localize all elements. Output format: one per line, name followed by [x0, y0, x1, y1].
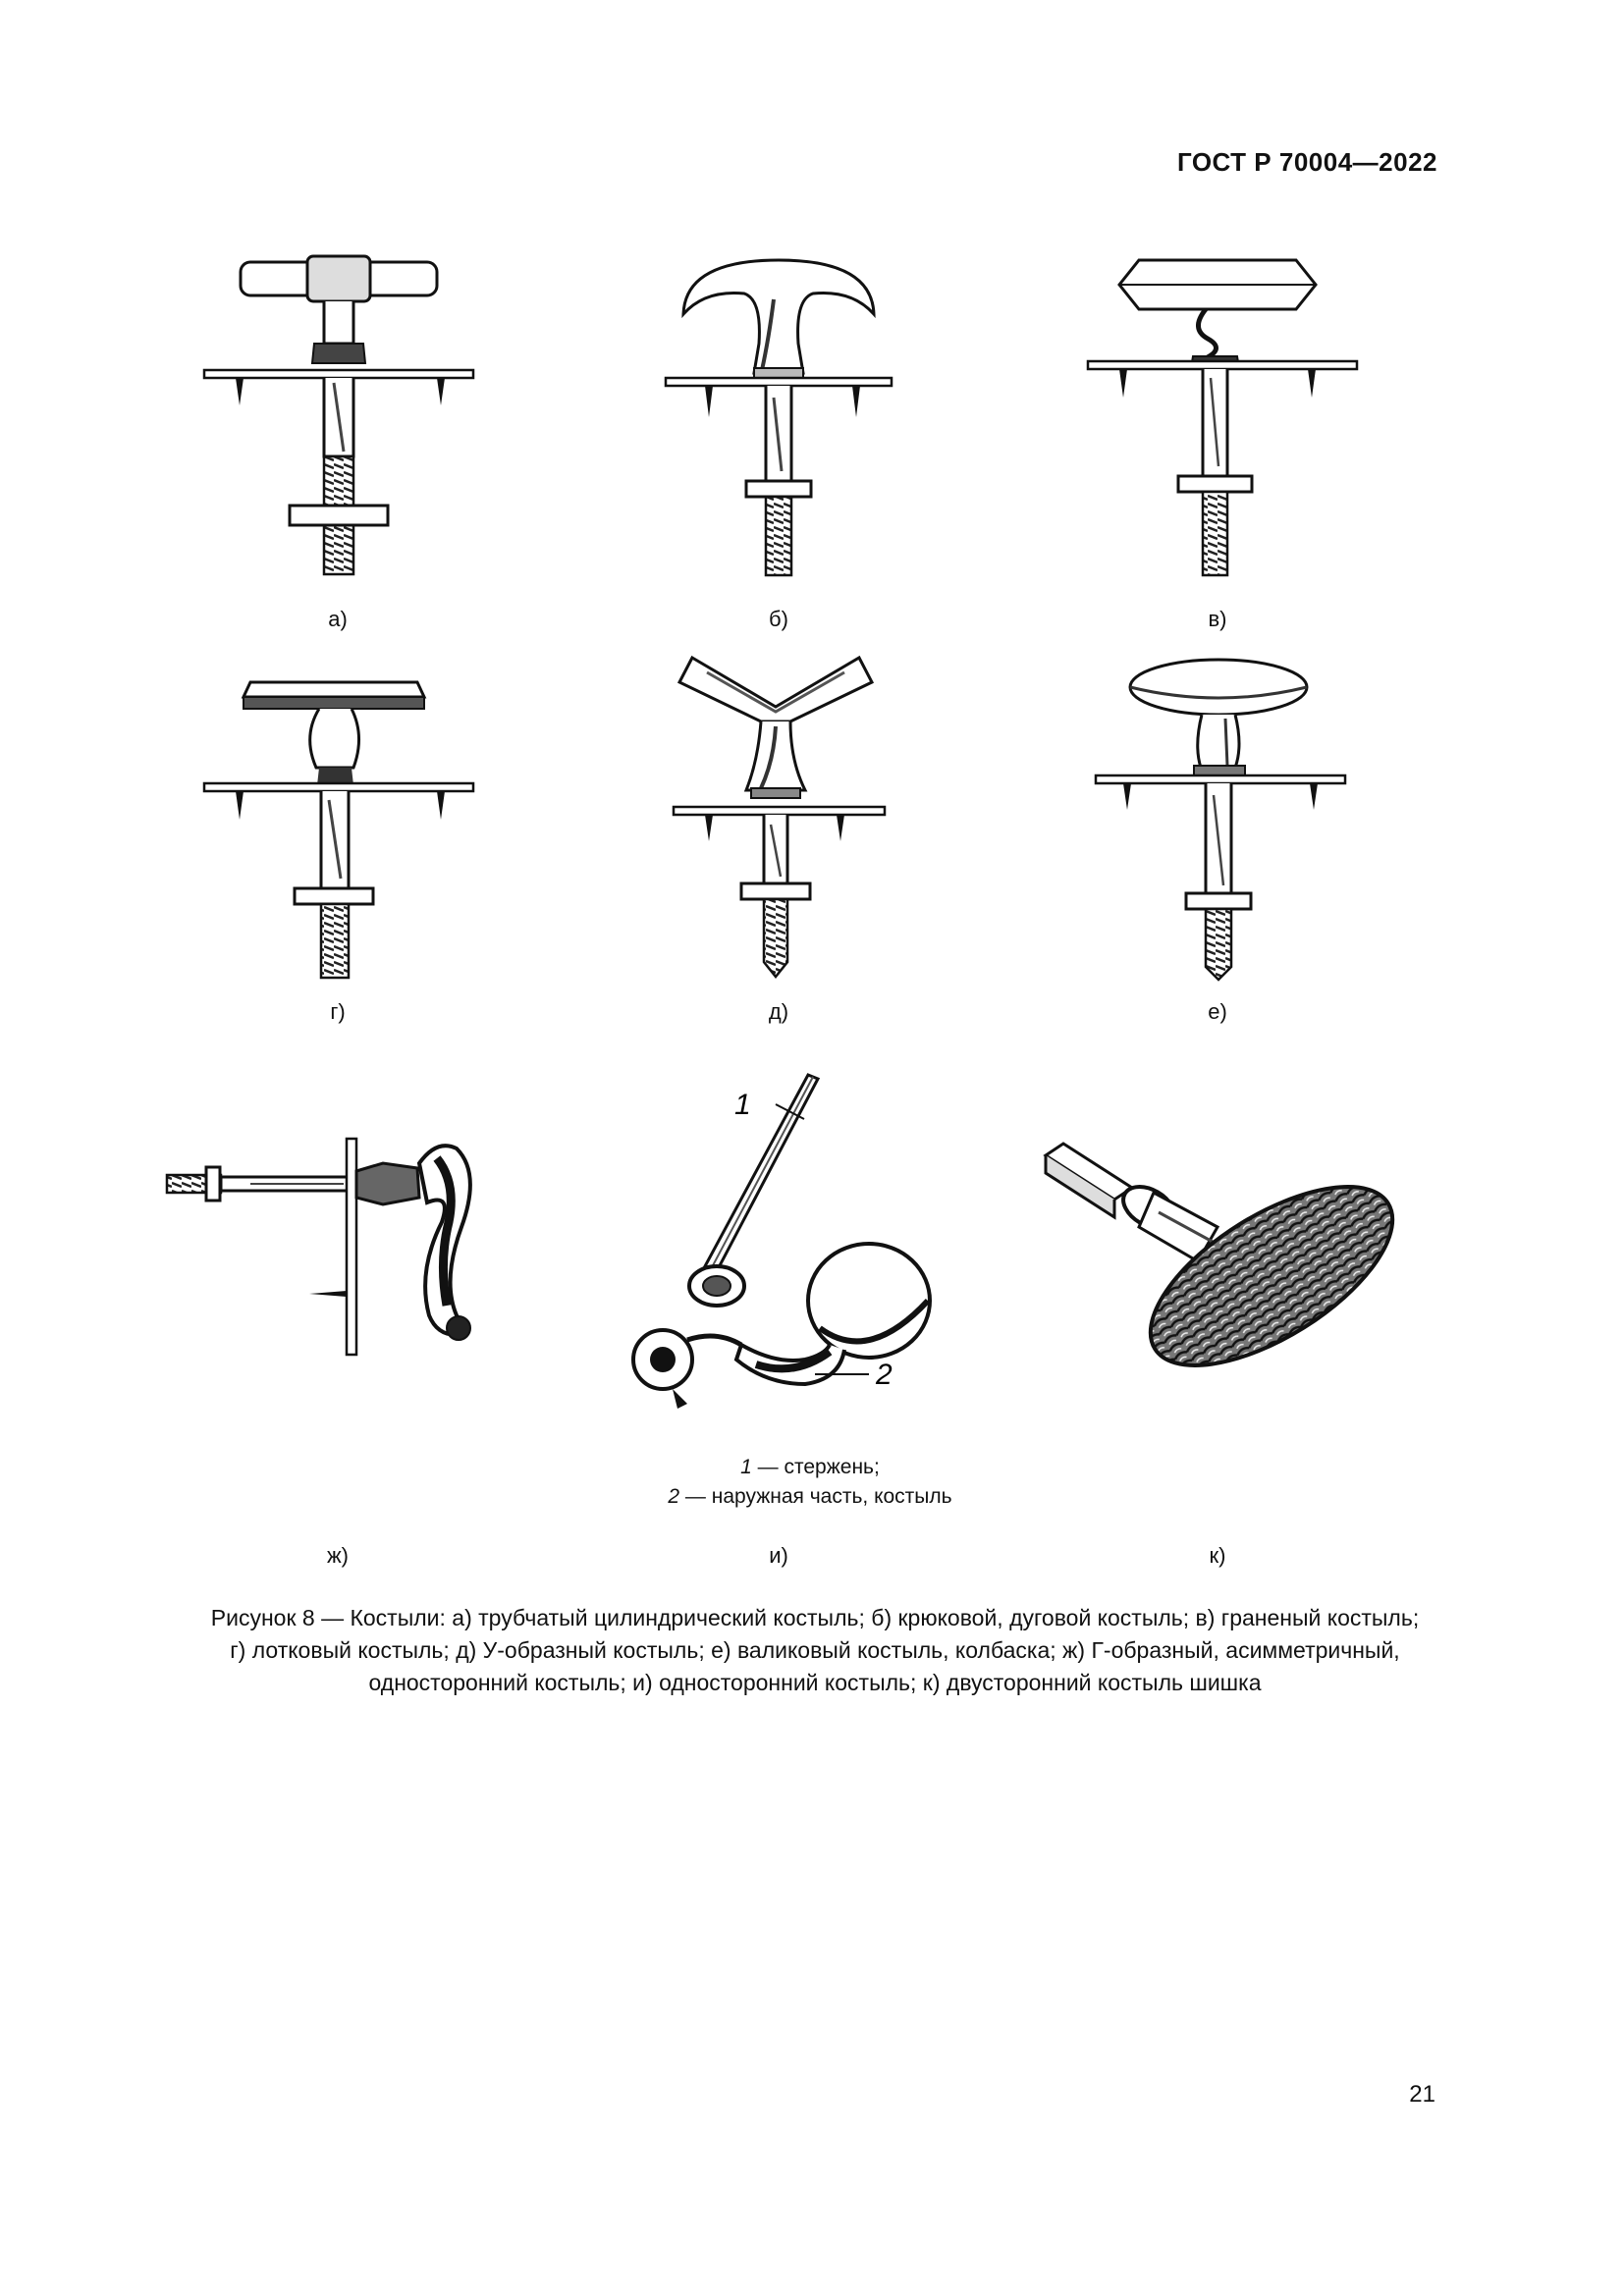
- figure-label-k: к): [1209, 1543, 1226, 1568]
- figure-k-double-sided-cone-crutch: [1036, 1134, 1409, 1369]
- legend-item-2: 2 — наружная часть, костыль: [668, 1485, 952, 1508]
- callout-1: 1: [734, 1089, 751, 1121]
- figure-label-i: и): [769, 1543, 788, 1568]
- figure-zh-l-shaped-crutch: [162, 1134, 515, 1360]
- figure-label-v: в): [1208, 607, 1227, 631]
- caption-line-3: односторонний костыль; и) односторонний костыль; к) двусторонний костыль шишка: [368, 1670, 1262, 1695]
- caption-line-1: Рисунок 8 — Костыли: а) трубчатый цилиндрический костыль; б) крюковой, дуговой костыль; в) граненый костыль;: [210, 1605, 1420, 1630]
- caption-line-2: г) лотковый костыль; д) У-образный костыль; е) валиковый костыль, колбаска; ж) Г-образный, асимметричный,: [230, 1637, 1400, 1663]
- figure-label-d: д): [768, 999, 789, 1024]
- figure-label-zh: ж): [326, 1543, 350, 1568]
- callout-2: 2: [876, 1359, 893, 1391]
- page-number: 21: [1409, 2081, 1435, 2108]
- figure-label-g: г): [330, 999, 346, 1024]
- figure-caption: [108, 1602, 1522, 1699]
- figure-g-trough-crutch: [196, 677, 481, 982]
- figure-b-hook-crutch: [656, 250, 901, 584]
- figure-i-legend: [589, 1453, 1031, 1512]
- figure-e-roller-crutch: [1088, 658, 1353, 982]
- figure-i-one-sided-crutch: [619, 1065, 943, 1438]
- legend-item-1: 1 — стержень;: [740, 1456, 880, 1478]
- figure-a-tubular-crutch: [196, 250, 481, 584]
- figure-v-faceted-crutch: [1080, 250, 1365, 584]
- figure-label-e: е): [1208, 999, 1227, 1024]
- standard-code: ГОСТ Р 70004—2022: [1176, 147, 1437, 177]
- figure-d-y-shaped-crutch: [668, 653, 893, 982]
- figure-label-b: б): [769, 607, 788, 631]
- figure-label-a: а): [328, 607, 348, 631]
